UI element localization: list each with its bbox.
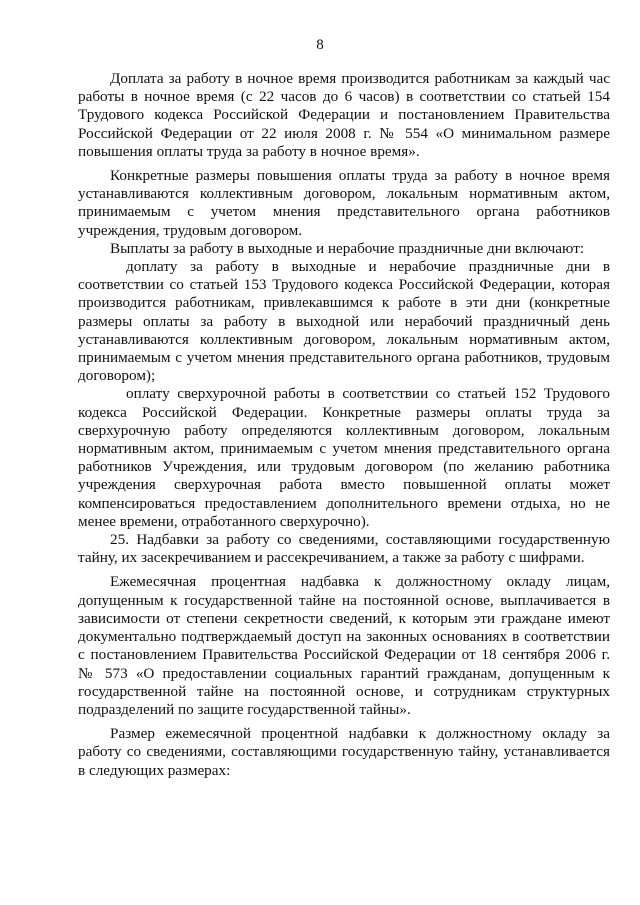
page-number: 8 (316, 37, 324, 53)
document-body (78, 70, 610, 780)
paragraph-night-work-pay: Доплата за работу в ночное время производится работникам за каждый час работы в ночное время (с 22 часов до 6 часов) в соответствии со статьей 154 Трудового кодекса Российской Федерации и постановлением Правительства Российской Федерации от 22 июля 2008 г. № 554 «О минимальном размере повышения оплаты труда за работу в ночное время». (78, 70, 610, 160)
paragraph-allowance-size: Размер ежемесячной процентной надбавки к должностному окладу за работу со сведениями, составляющими государственную тайну, устанавливается в следующих размерах: (78, 725, 610, 779)
paragraph-holiday-payments-intro: Выплаты за работу в выходные и нерабочие праздничные дни включают: (110, 239, 585, 257)
list-item-overtime-pay: оплату сверхурочной работы в соответствии со статьей 152 Трудового кодекса Российской Федерации. Конкретные размеры оплаты труда за сверхурочную работу определяются коллективным договором, локальным нормативным актом, принимаемым с учетом мнения представительного органа работников Учреждения, или трудовым договором (по желанию работника учреждения сверхурочная работа вместо повышенной оплаты может компенсироваться предоставлением дополнительного времени отдыха, но не менее времени, отработанного сверхурочно). (78, 385, 610, 530)
paragraph-night-work-rates: Конкретные размеры повышения оплаты труда за работу в ночное время устанавливаются коллективным договором, локальным нормативным актом, принимаемым с учетом мнения представительного органа работников учреждения, трудовым договором. (78, 167, 610, 239)
list-item-holiday-pay: доплату за работу в выходные и нерабочие праздничные дни в соответствии со статьей 153 Трудового кодекса Российской Федерации, которая производится работникам, привлекавшимся к работе в эти дни (конкретные размеры оплаты за работу в выходной или нерабочий праздничный день устанавливаются коллективным договором, локальным нормативным актом, принимаемым с учетом мнения представительного органа работников, трудовым договором); (78, 258, 610, 385)
paragraph-section-25-heading: 25. Надбавки за работу со сведениями, составляющими государственную тайну, их засекречиванием и рассекречиванием, а также за работу с шифрами. (78, 531, 610, 567)
paragraph-secrecy-allowance: Ежемесячная процентная надбавка к должностному окладу лицам, допущенным к государственной тайне на постоянной основе, выплачивается в зависимости от степени секретности сведений, к которым эти граждане имеют документально подтверждаемый доступ на законных основаниях в соответствии с постановлением Правительства Российской Федерации от 18 сентября 2006 г. № 573 «О предоставлении социальных гарантий гражданам, допущенным к государственной тайне на постоянной основе, и сотрудникам структурных подразделений по защите государственной тайны». (78, 573, 610, 718)
